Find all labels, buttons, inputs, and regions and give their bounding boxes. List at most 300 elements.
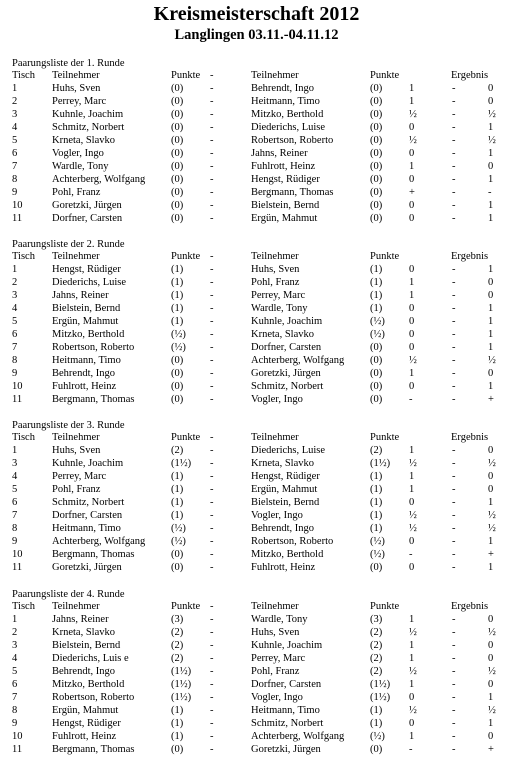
result-white: 0: [409, 562, 415, 573]
result-dash: -: [452, 510, 456, 521]
points-black: (3): [370, 614, 383, 625]
player-white: Bielstein, Bernd: [52, 640, 121, 651]
result-white: -: [409, 549, 413, 560]
table-row: [0, 341, 513, 354]
player-black: Bielstein, Bernd: [251, 497, 320, 508]
points-white: (0): [171, 744, 184, 755]
points-white: (0): [171, 368, 184, 379]
player-white: Robertson, Roberto: [52, 692, 135, 703]
points-black: (1): [370, 290, 383, 301]
table-row: [0, 95, 513, 108]
separator-dash: -: [210, 342, 214, 353]
points-white: (½): [171, 329, 186, 340]
result-black: 0: [488, 731, 494, 742]
result-dash: -: [452, 200, 456, 211]
player-white: Perrey, Marc: [52, 471, 107, 482]
result-dash: -: [452, 96, 456, 107]
table-row: [0, 678, 513, 691]
player-white: Pohl, Franz: [52, 187, 101, 198]
round-title: Paarungsliste der 3. Runde: [12, 420, 125, 431]
table-number: 1: [12, 264, 18, 275]
round-title: Paarungsliste der 2. Runde: [12, 239, 125, 250]
points-white: (2): [171, 640, 184, 651]
player-white: Schmitz, Norbert: [52, 122, 125, 133]
header-ergebnis: Ergebnis: [451, 601, 489, 612]
table-row: [0, 160, 513, 173]
header-punkte: Punkte: [370, 251, 400, 262]
result-black: 0: [488, 277, 494, 288]
points-white: (1): [171, 731, 184, 742]
table-row: [0, 302, 513, 315]
result-black: 0: [488, 471, 494, 482]
points-black: (0): [370, 562, 383, 573]
separator-dash: -: [210, 614, 214, 625]
table-row: [0, 289, 513, 302]
result-white: ½: [409, 109, 417, 120]
result-black: 0: [488, 653, 494, 664]
result-white: ½: [409, 135, 417, 146]
points-black: (1½): [370, 458, 391, 469]
table-row: [0, 444, 513, 457]
result-black: ½: [488, 510, 496, 521]
table-number: 9: [12, 187, 18, 198]
result-white: 0: [409, 303, 415, 314]
points-black: (0): [370, 109, 383, 120]
table-number: 7: [12, 510, 18, 521]
result-black: 1: [488, 303, 494, 314]
points-black: (1): [370, 497, 383, 508]
table-row: [0, 535, 513, 548]
points-white: (2): [171, 653, 184, 664]
separator-dash: -: [210, 161, 214, 172]
result-white: 0: [409, 692, 415, 703]
result-black: 1: [488, 122, 494, 133]
result-black: 0: [488, 484, 494, 495]
result-dash: -: [452, 368, 456, 379]
points-black: (1): [370, 303, 383, 314]
result-black: 0: [488, 161, 494, 172]
header-teilnehmer: Teilnehmer: [251, 251, 299, 262]
result-dash: -: [452, 264, 456, 275]
table-number: 11: [12, 394, 23, 405]
player-black: Bielstein, Bernd: [251, 200, 320, 211]
points-white: (0): [171, 122, 184, 133]
table-row: [0, 652, 513, 665]
points-black: (0): [370, 122, 383, 133]
player-black: Jahns, Reiner: [251, 148, 308, 159]
table-number: 10: [12, 731, 23, 742]
separator-dash: -: [210, 135, 214, 146]
separator-dash: -: [210, 303, 214, 314]
result-dash: -: [452, 213, 456, 224]
result-black: ½: [488, 355, 496, 366]
table-row: [0, 82, 513, 95]
points-black: (1): [370, 705, 383, 716]
table-row: [0, 147, 513, 160]
table-number: 11: [12, 562, 23, 573]
result-dash: -: [452, 679, 456, 690]
header-dash: -: [210, 432, 214, 443]
separator-dash: -: [210, 316, 214, 327]
table-number: 3: [12, 290, 18, 301]
result-black: 0: [488, 96, 494, 107]
table-row: [0, 639, 513, 652]
result-dash: -: [452, 536, 456, 547]
result-dash: -: [452, 329, 456, 340]
result-white: 1: [409, 83, 415, 94]
player-white: Mitzko, Berthold: [52, 329, 125, 340]
result-white: ½: [409, 510, 417, 521]
player-black: Robertson, Roberto: [251, 135, 334, 146]
separator-dash: -: [210, 83, 214, 94]
result-dash: -: [452, 83, 456, 94]
round-title: Paarungsliste der 4. Runde: [12, 589, 125, 600]
separator-dash: -: [210, 368, 214, 379]
result-dash: -: [452, 109, 456, 120]
result-white: 1: [409, 471, 415, 482]
separator-dash: -: [210, 355, 214, 366]
table-header: [0, 250, 513, 263]
table-row: [0, 199, 513, 212]
result-dash: -: [452, 744, 456, 755]
player-black: Dorfner, Carsten: [251, 679, 322, 690]
player-black: Goretzki, Jürgen: [251, 368, 321, 379]
result-black: 0: [488, 83, 494, 94]
points-white: (0): [171, 549, 184, 560]
player-white: Pohl, Franz: [52, 484, 101, 495]
header-teilnehmer: Teilnehmer: [251, 432, 299, 443]
table-number: 4: [12, 471, 18, 482]
table-row: [0, 134, 513, 147]
player-black: Wardle, Tony: [251, 303, 308, 314]
player-black: Krneta, Slavko: [251, 458, 314, 469]
player-white: Krneta, Slavko: [52, 627, 115, 638]
player-black: Mitzko, Berthold: [251, 109, 324, 120]
player-black: Vogler, Ingo: [251, 692, 303, 703]
points-white: (0): [171, 174, 184, 185]
player-black: Huhs, Sven: [251, 627, 300, 638]
player-black: Schmitz, Norbert: [251, 718, 324, 729]
separator-dash: -: [210, 264, 214, 275]
table-row: [0, 691, 513, 704]
player-black: Heitmann, Timo: [251, 705, 320, 716]
table-number: 4: [12, 653, 18, 664]
table-row: [0, 315, 513, 328]
player-white: Jahns, Reiner: [52, 290, 109, 301]
table-number: 2: [12, 627, 18, 638]
result-black: ½: [488, 109, 496, 120]
result-black: 1: [488, 536, 494, 547]
player-black: Ergün, Mahmut: [251, 484, 318, 495]
result-dash: -: [452, 445, 456, 456]
result-white: 1: [409, 679, 415, 690]
player-white: Achterberg, Wolfgang: [52, 174, 146, 185]
table-number: 9: [12, 718, 18, 729]
player-white: Fuhlrott, Heinz: [52, 381, 117, 392]
table-row: [0, 665, 513, 678]
separator-dash: -: [210, 679, 214, 690]
player-black: Wardle, Tony: [251, 614, 308, 625]
player-black: Vogler, Ingo: [251, 510, 303, 521]
header-ergebnis: Ergebnis: [451, 432, 489, 443]
result-black: -: [488, 187, 492, 198]
result-black: +: [488, 744, 494, 755]
header-teilnehmer: Teilnehmer: [52, 251, 100, 262]
result-white: 1: [409, 445, 415, 456]
points-black: (2): [370, 640, 383, 651]
table-number: 8: [12, 355, 18, 366]
points-white: (1): [171, 264, 184, 275]
points-black: (1): [370, 484, 383, 495]
player-white: Behrendt, Ingo: [52, 368, 115, 379]
result-black: ½: [488, 666, 496, 677]
points-white: (0): [171, 148, 184, 159]
points-white: (1): [171, 705, 184, 716]
table-number: 6: [12, 679, 18, 690]
result-black: 1: [488, 329, 494, 340]
result-black: ½: [488, 705, 496, 716]
result-dash: -: [452, 394, 456, 405]
points-black: (½): [370, 536, 385, 547]
separator-dash: -: [210, 562, 214, 573]
result-black: 1: [488, 342, 494, 353]
points-white: (0): [171, 135, 184, 146]
document-title: Kreismeisterschaft 2012: [153, 3, 360, 25]
result-black: 1: [488, 200, 494, 211]
table-number: 8: [12, 174, 18, 185]
header-punkte: Punkte: [370, 70, 400, 81]
separator-dash: -: [210, 381, 214, 392]
result-black: 0: [488, 614, 494, 625]
player-white: Behrendt, Ingo: [52, 666, 115, 677]
points-black: (0): [370, 744, 383, 755]
player-white: Fuhlrott, Heinz: [52, 731, 117, 742]
player-black: Dorfner, Carsten: [251, 342, 322, 353]
result-black: 0: [488, 640, 494, 651]
result-white: ½: [409, 666, 417, 677]
result-white: -: [409, 744, 413, 755]
result-white: 1: [409, 614, 415, 625]
points-white: (1): [171, 497, 184, 508]
result-white: 1: [409, 640, 415, 651]
result-white: -: [409, 394, 413, 405]
player-black: Behrendt, Ingo: [251, 523, 314, 534]
points-black: (0): [370, 200, 383, 211]
separator-dash: -: [210, 523, 214, 534]
result-white: ½: [409, 458, 417, 469]
points-white: (1½): [171, 666, 192, 677]
result-white: 0: [409, 381, 415, 392]
table-number: 6: [12, 497, 18, 508]
points-black: (2): [370, 445, 383, 456]
header-punkte: Punkte: [370, 432, 400, 443]
separator-dash: -: [210, 187, 214, 198]
points-white: (1½): [171, 692, 192, 703]
points-white: (1): [171, 471, 184, 482]
points-white: (0): [171, 161, 184, 172]
result-white: 1: [409, 484, 415, 495]
result-white: ½: [409, 523, 417, 534]
points-white: (1): [171, 277, 184, 288]
document-subtitle: Langlingen 03.11.-04.11.12: [174, 27, 339, 43]
header-tisch: Tisch: [12, 70, 35, 81]
table-number: 1: [12, 83, 18, 94]
table-number: 6: [12, 148, 18, 159]
table-row: [0, 186, 513, 199]
result-dash: -: [452, 161, 456, 172]
separator-dash: -: [210, 497, 214, 508]
separator-dash: -: [210, 705, 214, 716]
table-number: 6: [12, 329, 18, 340]
points-black: (0): [370, 174, 383, 185]
result-dash: -: [452, 497, 456, 508]
points-black: (1): [370, 471, 383, 482]
result-dash: -: [452, 458, 456, 469]
result-black: 0: [488, 679, 494, 690]
result-white: ½: [409, 705, 417, 716]
points-black: (1): [370, 523, 383, 534]
player-black: Heitmann, Timo: [251, 96, 320, 107]
result-dash: -: [452, 174, 456, 185]
points-white: (0): [171, 83, 184, 94]
player-black: Vogler, Ingo: [251, 394, 303, 405]
player-white: Diederichs, Luis e: [52, 653, 129, 664]
separator-dash: -: [210, 290, 214, 301]
table-number: 3: [12, 640, 18, 651]
points-white: (0): [171, 355, 184, 366]
separator-dash: -: [210, 445, 214, 456]
result-black: 1: [488, 148, 494, 159]
result-black: 1: [488, 562, 494, 573]
player-black: Fuhlrott, Heinz: [251, 161, 316, 172]
table-row: [0, 470, 513, 483]
result-white: 0: [409, 718, 415, 729]
round-title: Paarungsliste der 1. Runde: [12, 58, 125, 69]
header-teilnehmer: Teilnehmer: [52, 601, 100, 612]
player-white: Kuhnle, Joachim: [52, 109, 124, 120]
table-row: [0, 561, 513, 574]
player-black: Goretzki, Jürgen: [251, 744, 321, 755]
result-white: 1: [409, 161, 415, 172]
separator-dash: -: [210, 627, 214, 638]
result-black: 1: [488, 264, 494, 275]
points-black: (0): [370, 368, 383, 379]
player-white: Bergmann, Thomas: [52, 394, 135, 405]
table-row: [0, 743, 513, 756]
table-number: 4: [12, 303, 18, 314]
result-black: +: [488, 549, 494, 560]
separator-dash: -: [210, 109, 214, 120]
result-dash: -: [452, 523, 456, 534]
player-white: Vogler, Ingo: [52, 148, 104, 159]
player-black: Hengst, Rüdiger: [251, 174, 320, 185]
table-header: [0, 600, 513, 613]
result-white: 0: [409, 316, 415, 327]
result-black: ½: [488, 458, 496, 469]
player-black: Fuhlrott, Heinz: [251, 562, 316, 573]
result-white: 1: [409, 731, 415, 742]
result-dash: -: [452, 471, 456, 482]
player-black: Hengst, Rüdiger: [251, 471, 320, 482]
header-dash: -: [210, 70, 214, 81]
result-white: 0: [409, 148, 415, 159]
table-number: 8: [12, 523, 18, 534]
table-number: 5: [12, 316, 18, 327]
player-black: Diederichs, Luise: [251, 122, 326, 133]
player-black: Diederichs, Luise: [251, 445, 326, 456]
player-white: Jahns, Reiner: [52, 614, 109, 625]
result-black: 1: [488, 718, 494, 729]
player-white: Hengst, Rüdiger: [52, 264, 121, 275]
separator-dash: -: [210, 718, 214, 729]
points-white: (½): [171, 342, 186, 353]
separator-dash: -: [210, 96, 214, 107]
table-row: [0, 483, 513, 496]
table-number: 2: [12, 277, 18, 288]
result-dash: -: [452, 303, 456, 314]
result-black: 1: [488, 213, 494, 224]
result-white: 1: [409, 96, 415, 107]
player-white: Perrey, Marc: [52, 96, 107, 107]
player-white: Schmitz, Norbert: [52, 497, 125, 508]
player-black: Schmitz, Norbert: [251, 381, 324, 392]
header-ergebnis: Ergebnis: [451, 70, 489, 81]
points-black: (1½): [370, 679, 391, 690]
points-black: (1): [370, 277, 383, 288]
points-black: (½): [370, 316, 385, 327]
result-white: 0: [409, 213, 415, 224]
result-white: 0: [409, 536, 415, 547]
points-black: (1): [370, 718, 383, 729]
points-white: (½): [171, 523, 186, 534]
table-number: 10: [12, 381, 23, 392]
table-number: 3: [12, 109, 18, 120]
separator-dash: -: [210, 277, 214, 288]
player-black: Ergün, Mahmut: [251, 213, 318, 224]
points-white: (1): [171, 484, 184, 495]
result-dash: -: [452, 122, 456, 133]
table-row: [0, 626, 513, 639]
table-number: 2: [12, 96, 18, 107]
table-number: 10: [12, 200, 23, 211]
result-white: 0: [409, 497, 415, 508]
table-row: [0, 496, 513, 509]
points-white: (2): [171, 445, 184, 456]
result-dash: -: [452, 614, 456, 625]
result-white: 1: [409, 368, 415, 379]
player-white: Ergün, Mahmut: [52, 705, 119, 716]
table-row: [0, 354, 513, 367]
result-white: ½: [409, 627, 417, 638]
table-row: [0, 730, 513, 743]
header-teilnehmer: Teilnehmer: [52, 432, 100, 443]
points-white: (2): [171, 627, 184, 638]
table-number: 7: [12, 342, 18, 353]
points-black: (0): [370, 213, 383, 224]
points-black: (½): [370, 549, 385, 560]
separator-dash: -: [210, 471, 214, 482]
points-black: (1): [370, 510, 383, 521]
player-white: Dorfner, Carsten: [52, 510, 123, 521]
table-number: 5: [12, 484, 18, 495]
result-dash: -: [452, 640, 456, 651]
player-black: Achterberg, Wolfgang: [251, 731, 345, 742]
separator-dash: -: [210, 148, 214, 159]
table-header: [0, 69, 513, 82]
table-row: [0, 212, 513, 225]
result-white: 0: [409, 174, 415, 185]
player-white: Goretzki, Jürgen: [52, 200, 122, 211]
